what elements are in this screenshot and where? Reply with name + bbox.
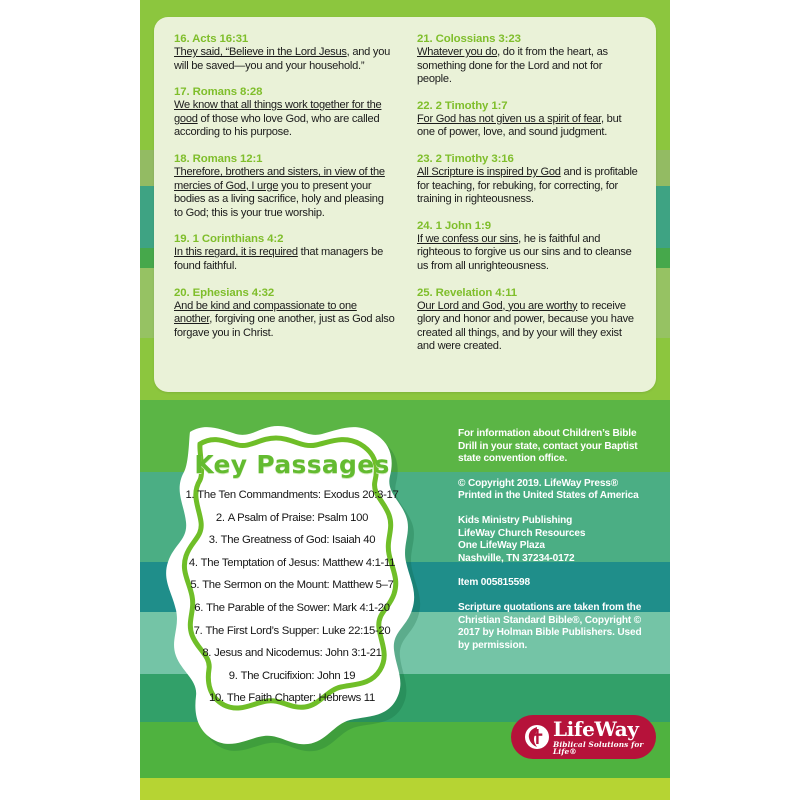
publisher-address bbox=[458, 515, 654, 565]
verse-rest: of those who love God, who are called according to his purpose. bbox=[174, 112, 380, 139]
verse-rest: , but one of power, love, and sound judgment. bbox=[417, 112, 622, 139]
verse-text bbox=[174, 246, 395, 273]
verse-entry bbox=[417, 220, 638, 274]
copyright-line-1: © Copyright 2019. LifeWay Press® bbox=[458, 477, 619, 489]
verse-text bbox=[174, 46, 395, 73]
verse-panel bbox=[154, 17, 656, 392]
list-item bbox=[178, 489, 406, 502]
list-item-label: The Ten Commandments: Exodus 20:3-17 bbox=[197, 489, 399, 501]
list-item-number: 2. bbox=[215, 511, 225, 524]
list-item-number: 1. bbox=[185, 489, 195, 501]
verse-reference: 18. Romans 12:1 bbox=[174, 152, 263, 165]
verse-underlined: For God has not given us a spirit of fear bbox=[417, 112, 601, 125]
list-item-label: The Faith Chapter: Hebrews 11 bbox=[226, 692, 375, 705]
lifeway-tagline: Biblical Solutions for Life® bbox=[553, 739, 644, 756]
verse-underlined: All Scripture is inspired by God bbox=[417, 165, 561, 178]
verse-underlined: Our Lord and God, you are worthy bbox=[417, 299, 578, 312]
verse-underlined: In this regard, it is required bbox=[174, 246, 298, 259]
verse-reference: 16. Acts 16:31 bbox=[174, 33, 249, 45]
list-item-number: 3. bbox=[208, 534, 218, 547]
verse-reference: 20. Ephesians 4:32 bbox=[174, 286, 275, 299]
lifeway-dove-cross-icon bbox=[524, 724, 550, 750]
key-passages-frame bbox=[156, 424, 428, 749]
list-item-label: Jesus and Nicodemus: John 3:1-21 bbox=[214, 647, 382, 660]
verse-entry bbox=[174, 153, 395, 220]
list-item-label: The Temptation of Jesus: Matthew 4:1-11 bbox=[200, 556, 396, 569]
list-item bbox=[178, 647, 406, 660]
list-item bbox=[178, 557, 406, 570]
list-item-number: 10. bbox=[209, 692, 224, 705]
verse-entry bbox=[174, 33, 395, 73]
item-number: Item 005815598 bbox=[458, 577, 530, 589]
verse-column-left bbox=[174, 33, 395, 382]
list-item-number: 4. bbox=[188, 556, 198, 569]
verse-reference: 22. 2 Timothy 1:7 bbox=[417, 99, 508, 112]
verse-entry bbox=[174, 233, 395, 273]
verse-entry bbox=[174, 86, 395, 140]
verse-rest: , do it from the heart, as something done for the Lord and not for people. bbox=[417, 46, 608, 86]
list-item bbox=[178, 602, 406, 615]
list-item-number: 6. bbox=[194, 601, 204, 614]
verse-entry bbox=[417, 33, 638, 87]
verse-text bbox=[417, 300, 638, 354]
info-block bbox=[458, 428, 654, 652]
bible-drill-card bbox=[140, 0, 670, 800]
verse-underlined: Therefore, brothers and sisters, in view of the mercies of God, I urge bbox=[174, 165, 385, 192]
list-item-label: The Sermon on the Mount: Matthew 5–7 bbox=[202, 579, 394, 592]
lifeway-wordmark: LifeWay bbox=[553, 716, 639, 741]
lower-panel bbox=[140, 400, 670, 800]
verse-reference: 23. 2 Timothy 3:16 bbox=[417, 152, 514, 165]
verse-rest: and is profitable for teaching, for rebuking, for correcting, for training in righteousness. bbox=[417, 165, 638, 206]
list-item bbox=[178, 625, 406, 638]
verse-rest: , forgiving one another, just as God also forgave you in Christ. bbox=[174, 313, 395, 339]
list-item bbox=[178, 692, 406, 705]
lifeway-logo-text bbox=[553, 716, 656, 756]
verse-entry bbox=[417, 287, 638, 354]
list-item bbox=[178, 579, 406, 592]
copyright-info bbox=[458, 478, 654, 503]
copyright-line-2: Printed in the United States of America bbox=[458, 490, 639, 502]
verse-underlined: And be kind and compassionate to one another bbox=[174, 299, 357, 326]
key-passages-list bbox=[178, 489, 406, 715]
verse-text bbox=[174, 300, 395, 341]
verse-entry bbox=[417, 153, 638, 207]
publisher-line-1: Kids Ministry Publishing bbox=[458, 514, 573, 526]
list-item-label: The Crucifixion: John 19 bbox=[240, 669, 356, 682]
verse-text bbox=[417, 233, 638, 274]
list-item-number: 5. bbox=[190, 579, 200, 592]
list-item-number: 7. bbox=[193, 624, 203, 637]
list-item-label: The Greatness of God: Isaiah 40 bbox=[220, 534, 376, 547]
list-item-number: 8. bbox=[202, 647, 212, 660]
verse-underlined: Whatever you do bbox=[417, 46, 498, 58]
list-item bbox=[178, 534, 406, 547]
verse-underlined: We know that all things work together for the good bbox=[174, 99, 382, 125]
list-item-label: The First Lord’s Supper: Luke 22:15-20 bbox=[205, 624, 391, 637]
publisher-line-4: Nashville, TN 37234-0172 bbox=[458, 552, 575, 564]
verse-text bbox=[174, 166, 395, 220]
verse-rest: that managers be found faithful. bbox=[174, 246, 384, 272]
verse-reference: 19. 1 Corinthians 4:2 bbox=[174, 233, 284, 246]
verse-entry bbox=[417, 100, 638, 140]
verse-text bbox=[417, 166, 638, 207]
verse-entry bbox=[174, 287, 395, 341]
key-passages-title: Key Passages bbox=[194, 450, 390, 479]
verse-underlined: They said, “Believe in the Lord Jesus bbox=[174, 46, 347, 58]
verse-rest: , and you will be saved—you and your household.” bbox=[174, 46, 391, 72]
verse-reference: 17. Romans 8:28 bbox=[174, 86, 263, 99]
verse-rest: , he is faithful and righteous to forgive us our sins and to cleanse us from all unrighteousness. bbox=[417, 232, 632, 272]
publisher-line-2: LifeWay Church Resources bbox=[458, 527, 586, 539]
list-item-label: A Psalm of Praise: Psalm 100 bbox=[227, 511, 369, 524]
verse-text bbox=[417, 113, 638, 140]
list-item-label: The Parable of the Sower: Mark 4:1-20 bbox=[206, 601, 390, 614]
contact-info: For information about Children’s Bible Drill in your state, contact your Baptist state convention office. bbox=[458, 428, 638, 465]
verse-reference: 21. Colossians 3:23 bbox=[417, 33, 521, 45]
verse-reference: 24. 1 John 1:9 bbox=[417, 219, 491, 232]
verse-text bbox=[174, 99, 395, 140]
verse-underlined: If we confess our sins bbox=[417, 232, 519, 245]
verse-column-right bbox=[417, 33, 638, 382]
verse-reference: 25. Revelation 4:11 bbox=[417, 286, 518, 299]
verse-text bbox=[417, 46, 638, 87]
publisher-line-3: One LifeWay Plaza bbox=[458, 540, 545, 552]
list-item bbox=[178, 670, 406, 683]
list-item bbox=[178, 512, 406, 525]
key-passages-content bbox=[178, 444, 406, 732]
verse-rest: you to present your bodies as a living sacrifice, holy and pleasing to God; this is your true worship. bbox=[174, 179, 384, 219]
list-item-number: 9. bbox=[228, 669, 238, 682]
lifeway-logo bbox=[511, 715, 656, 759]
scripture-credit: Scripture quotations are taken from the Christian Standard Bible®, Copyright © 2017 by Holman Bible Publishers. Used by permission. bbox=[458, 601, 642, 651]
verse-rest: to receive glory and honor and power, because you have created all things, and by your will they exist and were created. bbox=[417, 299, 634, 353]
